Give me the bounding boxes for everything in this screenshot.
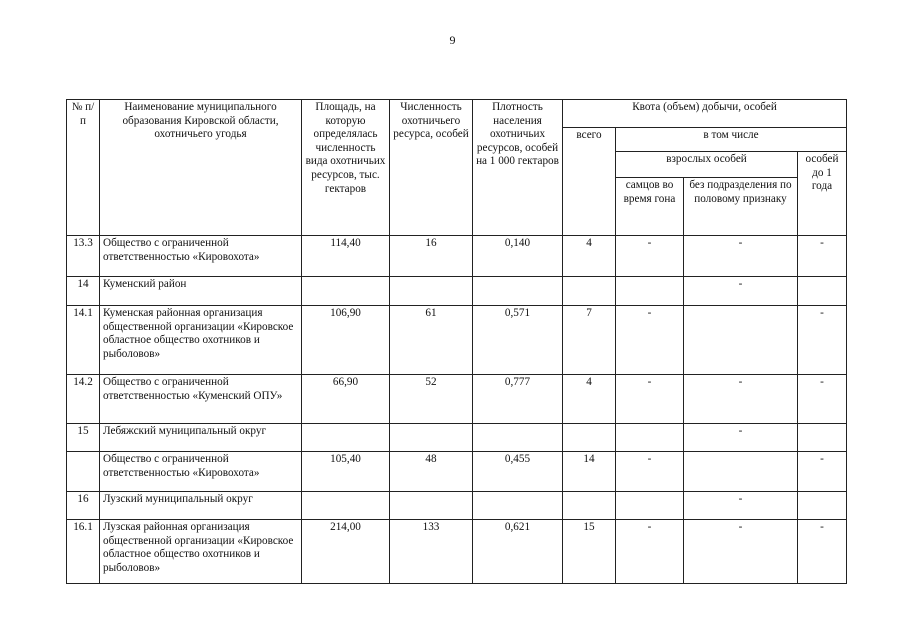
cell-males: -: [616, 306, 684, 375]
header-adults: взрослых особей: [616, 152, 798, 178]
table-row: [67, 277, 847, 306]
cell-count: [390, 424, 473, 452]
table-row: [67, 236, 847, 277]
cell-total: 4: [563, 375, 616, 424]
cell-area: [302, 424, 390, 452]
cell-males: [616, 277, 684, 306]
cell-density: [473, 277, 563, 306]
cell-area: 214,00: [302, 520, 390, 584]
cell-males: -: [616, 236, 684, 277]
cell-density: 0,621: [473, 520, 563, 584]
cell-density: [473, 492, 563, 520]
cell-name: Лебяжский муниципальный округ: [100, 424, 302, 452]
cell-no-sex: -: [684, 492, 798, 520]
header-area: Площадь, на которую определялась численность вида охотничьих ресурсов, тыс. гектаров: [302, 100, 390, 236]
header-density: Плотность населения охотничьих ресурсов, особей на 1 000 гектаров: [473, 100, 563, 236]
cell-name: Лузский муниципальный округ: [100, 492, 302, 520]
header-count: Численность охотничьего ресурса, особей: [390, 100, 473, 236]
cell-density: 0,140: [473, 236, 563, 277]
cell-area: 106,90: [302, 306, 390, 375]
cell-area: 114,40: [302, 236, 390, 277]
cell-yearlings: -: [798, 520, 847, 584]
cell-yearlings: [798, 492, 847, 520]
table-row: [67, 452, 847, 492]
table-row: [67, 375, 847, 424]
cell-num: 16: [67, 492, 100, 520]
table-row: [67, 520, 847, 584]
cell-total: [563, 492, 616, 520]
cell-count: [390, 492, 473, 520]
cell-no-sex: -: [684, 277, 798, 306]
quota-table: [66, 99, 847, 584]
cell-total: 4: [563, 236, 616, 277]
cell-name: Лузская районная организация общественной организации «Кировское областное общество охотников и рыболовов»: [100, 520, 302, 584]
header-name: Наименование муниципального образования Кировской области, охотничьего угодья: [100, 100, 302, 236]
cell-yearlings: -: [798, 452, 847, 492]
cell-name: Общество с ограниченной ответственностью «Кировохота»: [100, 452, 302, 492]
cell-yearlings: -: [798, 375, 847, 424]
cell-count: 61: [390, 306, 473, 375]
cell-area: [302, 492, 390, 520]
cell-yearlings: [798, 424, 847, 452]
cell-no-sex: [684, 306, 798, 375]
cell-area: [302, 277, 390, 306]
header-no-sex: без подразделения по половому признаку: [684, 178, 798, 236]
cell-males: [616, 424, 684, 452]
table-body: [67, 236, 847, 584]
cell-total: 15: [563, 520, 616, 584]
cell-num: [67, 452, 100, 492]
cell-no-sex: -: [684, 424, 798, 452]
cell-name: Общество с ограниченной ответственностью «Кировохота»: [100, 236, 302, 277]
cell-density: 0,777: [473, 375, 563, 424]
cell-count: 133: [390, 520, 473, 584]
table-row: [67, 424, 847, 452]
cell-num: 14.2: [67, 375, 100, 424]
cell-count: 48: [390, 452, 473, 492]
cell-count: [390, 277, 473, 306]
cell-num: 14: [67, 277, 100, 306]
table-row: [67, 492, 847, 520]
cell-yearlings: -: [798, 236, 847, 277]
cell-count: 16: [390, 236, 473, 277]
cell-total: 14: [563, 452, 616, 492]
header-yearlings: особей до 1 года: [798, 152, 847, 236]
cell-num: 15: [67, 424, 100, 452]
cell-count: 52: [390, 375, 473, 424]
cell-name: Общество с ограниченной ответственностью «Куменский ОПУ»: [100, 375, 302, 424]
cell-no-sex: -: [684, 236, 798, 277]
header-including: в том числе: [616, 128, 847, 152]
cell-density: 0,571: [473, 306, 563, 375]
cell-area: 66,90: [302, 375, 390, 424]
cell-males: [616, 492, 684, 520]
cell-name: Куменская районная организация общественной организации «Кировское областное общество охотников и рыболовов»: [100, 306, 302, 375]
cell-males: -: [616, 452, 684, 492]
cell-no-sex: [684, 452, 798, 492]
cell-yearlings: [798, 277, 847, 306]
header-num: № п/п: [67, 100, 100, 236]
cell-total: [563, 277, 616, 306]
cell-num: 14.1: [67, 306, 100, 375]
cell-num: 13.3: [67, 236, 100, 277]
cell-name: Куменский район: [100, 277, 302, 306]
cell-no-sex: -: [684, 375, 798, 424]
cell-total: 7: [563, 306, 616, 375]
cell-males: -: [616, 520, 684, 584]
header-males: самцов во время гона: [616, 178, 684, 236]
cell-density: [473, 424, 563, 452]
header-total: всего: [563, 128, 616, 236]
cell-yearlings: -: [798, 306, 847, 375]
cell-no-sex: -: [684, 520, 798, 584]
cell-num: 16.1: [67, 520, 100, 584]
table-row: [67, 306, 847, 375]
page-number: 9: [449, 33, 456, 47]
cell-total: [563, 424, 616, 452]
cell-males: -: [616, 375, 684, 424]
header-quota: Квота (объем) добычи, особей: [563, 100, 847, 128]
cell-density: 0,455: [473, 452, 563, 492]
cell-area: 105,40: [302, 452, 390, 492]
